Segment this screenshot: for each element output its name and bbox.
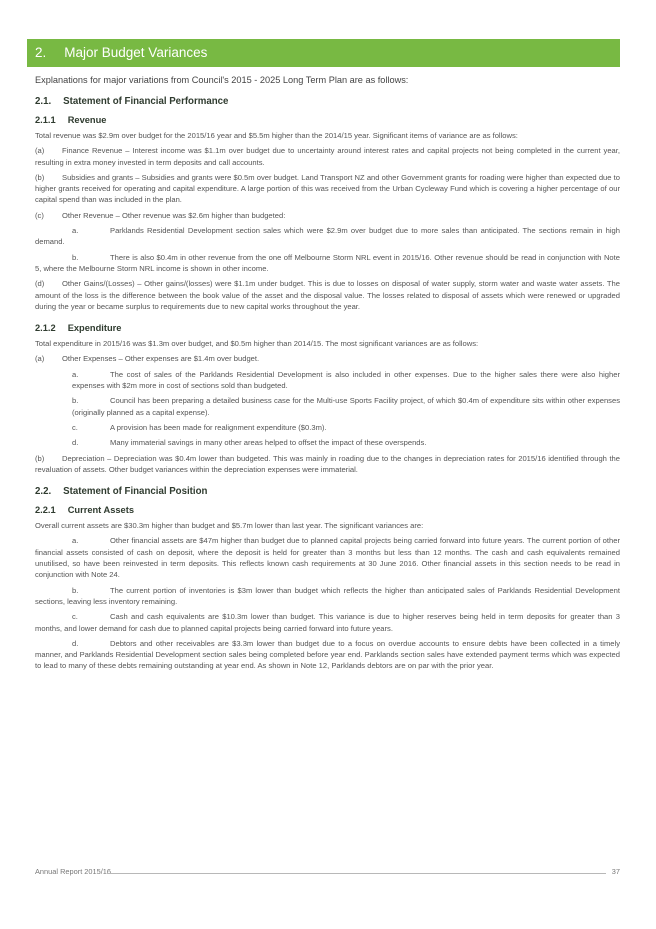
- page-footer: [35, 867, 620, 879]
- item-text: Cash and cash equivalents are $10.3m lower than budget. This variance is due to higher reserves being held in term deposits for greater than 3 months, and lower demand for cash due to planned capital projects being carried forward into future years.: [35, 612, 620, 633]
- item-text: Subsidies and grants – Subsidies and grants were $0.5m over budget. Land Transport NZ and other Government grants for roading were higher than expected due to higher grants received for operating and capital expenditure. A large portion of this was received from the Urban Cycleway Fund which is covering a higher percentage of our capital spend than was included in the plan.: [35, 172, 620, 205]
- item-text: Other Expenses – Other expenses are $1.4m over budget.: [62, 354, 260, 364]
- heading-financial-position: [35, 485, 620, 498]
- item-label: c.: [72, 422, 78, 432]
- heading-number: 2.1.: [35, 96, 52, 107]
- item-text: Other financial assets are $47m higher than budget due to planned capital projects being carried forward into future years. The current portion of other financial assets consisted of cash on deposit, where the deposit is held for greater than 3 months but less than 12 months. The cash and cash equivalents remained unutilised, so have been reinvested in term deposits. This reflects known cash requirements at 30 June 2016. Other financial assets in this section needs to be read in conjunction with Note 24.: [35, 536, 620, 580]
- document-body: [35, 74, 620, 676]
- heading-financial-performance: [35, 95, 620, 108]
- item-text: A provision has been made for realignment expenditure ($0.3m).: [110, 422, 327, 432]
- item-label: b.: [72, 252, 79, 262]
- item-label: (b): [35, 453, 45, 463]
- heading-revenue: [35, 114, 620, 126]
- intro-paragraph: Explanations for major variations from Council's 2015 - 2025 Long Term Plan are as follows:: [35, 75, 409, 85]
- item-text: The current portion of inventories is $3m lower than budget which reflects the higher than anticipated sales of Parklands Residential Development sections, leaving less inventory remaining.: [35, 585, 620, 606]
- item-label: a.: [72, 226, 79, 236]
- item-label: (a): [35, 146, 45, 156]
- heading-text: Current Assets: [67, 505, 134, 516]
- list-subitem: [35, 369, 620, 392]
- section-banner: [27, 39, 620, 67]
- heading-number: 2.2.1: [35, 505, 56, 516]
- footer-divider: [107, 873, 606, 874]
- item-label: (b): [35, 172, 45, 182]
- item-text: Parklands Residential Development section sales which were $2.9m over budget due to more sales than anticipated. The sections remain in high demand.: [35, 226, 620, 247]
- item-label: (c): [35, 210, 44, 220]
- list-item: [35, 145, 620, 168]
- list-subitem: [35, 611, 620, 634]
- item-label: d.: [72, 438, 79, 448]
- item-label: c.: [72, 612, 78, 622]
- heading-text: Statement of Financial Position: [63, 486, 208, 498]
- list-item: [35, 453, 620, 476]
- footer-report-title: Annual Report 2015/16: [35, 867, 112, 876]
- list-item: [35, 353, 620, 364]
- list-subitem: [35, 638, 620, 672]
- page-number: 37: [611, 867, 620, 876]
- list-subitem: [35, 225, 620, 248]
- item-text: Finance Revenue – Interest income was $1.1m over budget due to uncertainty around interest rates and capital projects not being completed in the current year, resulting in extra money invested in term deposits and call accounts.: [35, 146, 620, 167]
- heading-text: Revenue: [67, 115, 107, 125]
- item-label: b.: [72, 585, 79, 595]
- item-text: Council has been preparing a detailed business case for the Multi-use Sports Facility project, of which $0.4m of expenditure sits within other expenses (originally planned as a capital expense).: [72, 396, 620, 417]
- list-subitem: [35, 585, 620, 608]
- expenditure-summary: Total expenditure in 2015/16 was $1.3m over budget, and $0.5m higher than 2014/15. The most significant variances are as follows:: [35, 339, 479, 349]
- item-label: (d): [35, 279, 45, 289]
- item-label: b.: [72, 396, 79, 406]
- heading-text: Expenditure: [67, 323, 122, 334]
- heading-expenditure: [35, 322, 620, 334]
- current-assets-summary: Overall current assets are $30.3m higher than budget and $5.7m lower than last year. The significant variances are:: [35, 521, 424, 531]
- heading-number: 2.1.2: [35, 323, 56, 334]
- item-text: Depreciation – Depreciation was $0.4m lower than budgeted. This was mainly in roading due to the changes in depreciation rates for 2015/16 identified through the revaluation of assets. Other budget variances within the depreciation expenses were immaterial.: [35, 453, 620, 474]
- heading-number: 2.1.1: [35, 115, 56, 125]
- list-subitem: [35, 252, 620, 275]
- item-text: Other Revenue – Other revenue was $2.6m higher than budgeted:: [62, 210, 286, 220]
- item-label: a.: [72, 536, 79, 546]
- item-label: a.: [72, 369, 79, 379]
- item-text: The cost of sales of the Parklands Residential Development is also included in other expenses. Due to the higher sales there were also higher expenses with $2m more in cost of sections sold than budgeted.: [72, 369, 620, 391]
- item-text: There is also $0.4m in other revenue from the one off Melbourne Storm NRL event in 2015/16. Other revenue should be read in conjunction with Note 5, where the Melbourne Storm NRL income is shown in other income.: [35, 252, 620, 273]
- heading-current-assets: [35, 504, 620, 516]
- item-text: Many immaterial savings in many other areas helped to offset the impact of these overspends.: [110, 438, 427, 448]
- item-label: d.: [72, 638, 79, 648]
- list-subitem: [35, 395, 620, 418]
- section-title: Major Budget Variances: [64, 45, 208, 60]
- list-subitem: [35, 535, 620, 580]
- list-subitem: [35, 422, 620, 433]
- list-subitem: [35, 437, 620, 448]
- item-text: Debtors and other receivables are $3.3m lower than budget due to a focus on overdue accounts to ensure debts have been collected in a timely manner, and Parklands Residential Development section sales being completed before year end. Parklands section sales have extended payment terms which was expected to lead to many of these debts remaining outstanding at year end. As shown in Note 12, Parklands debtors are on par with the prior year.: [35, 638, 620, 671]
- section-number: 2.: [35, 45, 47, 60]
- list-item: [35, 278, 620, 312]
- heading-number: 2.2.: [35, 486, 52, 498]
- list-item: [35, 210, 620, 221]
- heading-text: Statement of Financial Performance: [63, 96, 229, 107]
- item-text: Other Gains/(Losses) – Other gains/(losses) were $1.1m under budget. This is due to losses on disposal of water supply, storm water and waste water assets. The amount of the loss is the difference between the book value of the asset and the disposal value. The losses related to disposal of assets which were renewed or upgraded during the year or became surplus to requirements due to new capital works throughout the year.: [35, 279, 620, 311]
- item-label: (a): [35, 354, 45, 364]
- revenue-summary: Total revenue was $2.9m over budget for the 2015/16 year and $5.5m higher than the 2014/15 year. Significant items of variance are as follows:: [35, 131, 518, 140]
- list-item: [35, 172, 620, 206]
